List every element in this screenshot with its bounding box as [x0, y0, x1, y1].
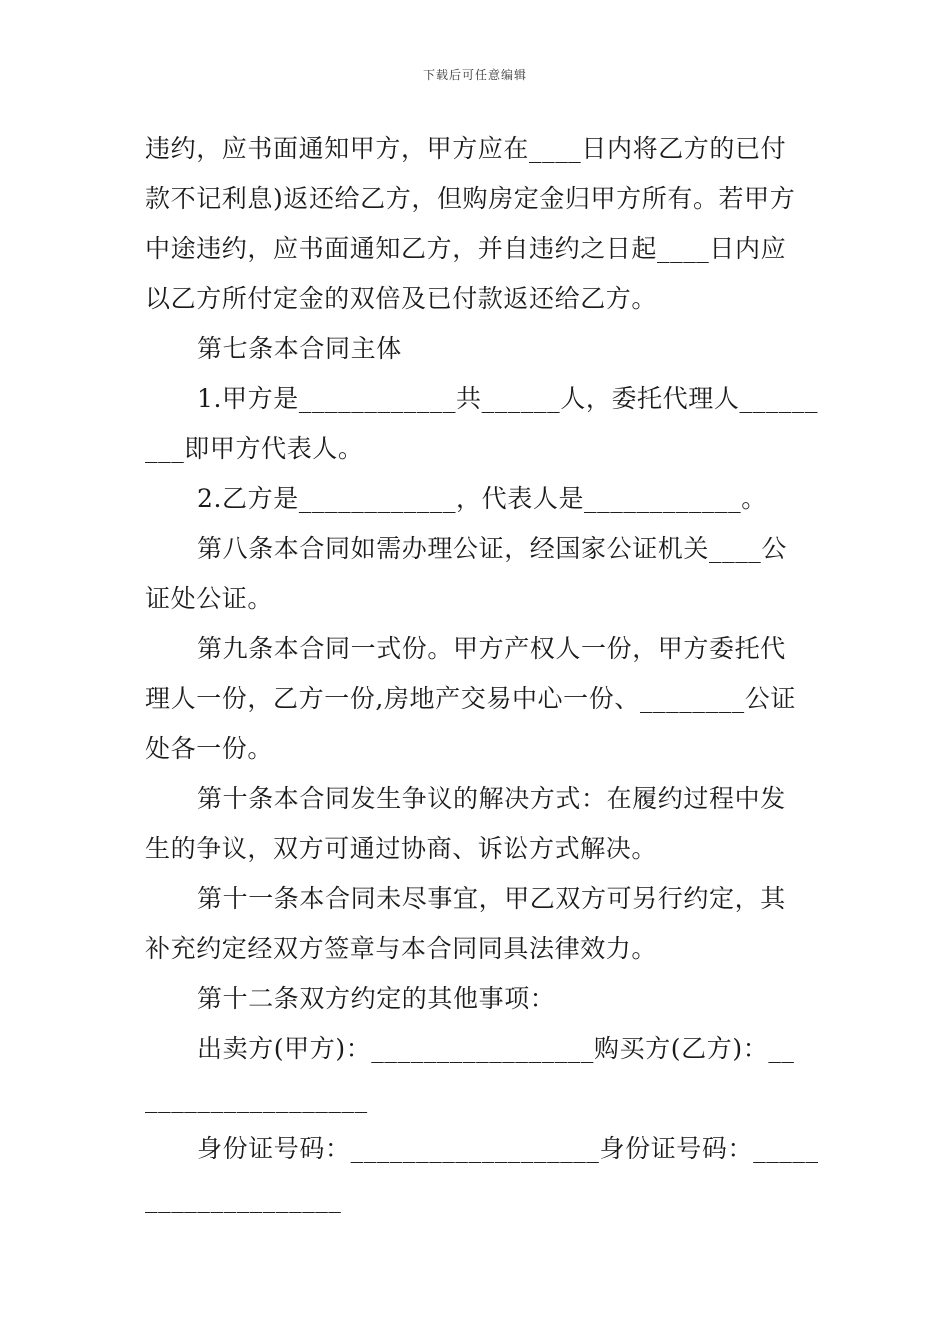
article-10-line: 第十条本合同发生争议的解决方式：在履约过程中发 [197, 784, 786, 813]
seller-buyer-line: 出卖方(甲方)：_________________购买方(乙方)：__ [197, 1034, 795, 1063]
paragraph-line: 违约，应书面通知甲方，甲方应在____日内将乙方的已付 [145, 134, 787, 163]
article-11-line-cont: 补充约定经双方签章与本合同同具法律效力。 [145, 934, 658, 963]
article-8-line: 第八条本合同如需办理公证，经国家公证机关____公 [197, 534, 788, 563]
article-11-line: 第十一条本合同未尽事宜，甲乙双方可另行约定，其 [197, 884, 786, 913]
paragraph-line: 款不记利息)返还给乙方，但购房定金归甲方所有。若甲方 [145, 184, 796, 213]
article-9-line-end: 处各一份。 [145, 734, 274, 763]
paragraph-line: 以乙方所付定金的双倍及已付款返还给乙方。 [145, 284, 658, 313]
article-8-line-cont: 证处公证。 [145, 584, 274, 613]
paragraph-line: 中途违约，应书面通知乙方，并自违约之日起____日内应 [145, 234, 787, 263]
party-a-line: 1.甲方是____________共______人，委托代理人______ [197, 384, 819, 413]
seller-buyer-line-cont: _________________ [145, 1084, 368, 1113]
article-10-line-cont: 生的争议，双方可通过协商、诉讼方式解决。 [145, 834, 658, 863]
id-number-line: 身份证号码：___________________身份证号码：_____ [197, 1134, 819, 1163]
id-number-line-cont: _______________ [145, 1184, 342, 1213]
article-9-line-cont: 理人一份，乙方一份,房地产交易中心一份、________公证 [145, 684, 796, 713]
article-12-heading: 第十二条双方约定的其他事项： [197, 984, 556, 1013]
party-b-line: 2.乙方是____________，代表人是____________。 [197, 484, 767, 513]
header-note: 下载后可任意编辑 [422, 68, 527, 82]
article-9-line: 第九条本合同一式份。甲方产权人一份，甲方委托代 [197, 634, 786, 663]
party-a-line-cont: ___即甲方代表人。 [145, 434, 364, 463]
article-7-heading: 第七条本合同主体 [197, 334, 402, 363]
